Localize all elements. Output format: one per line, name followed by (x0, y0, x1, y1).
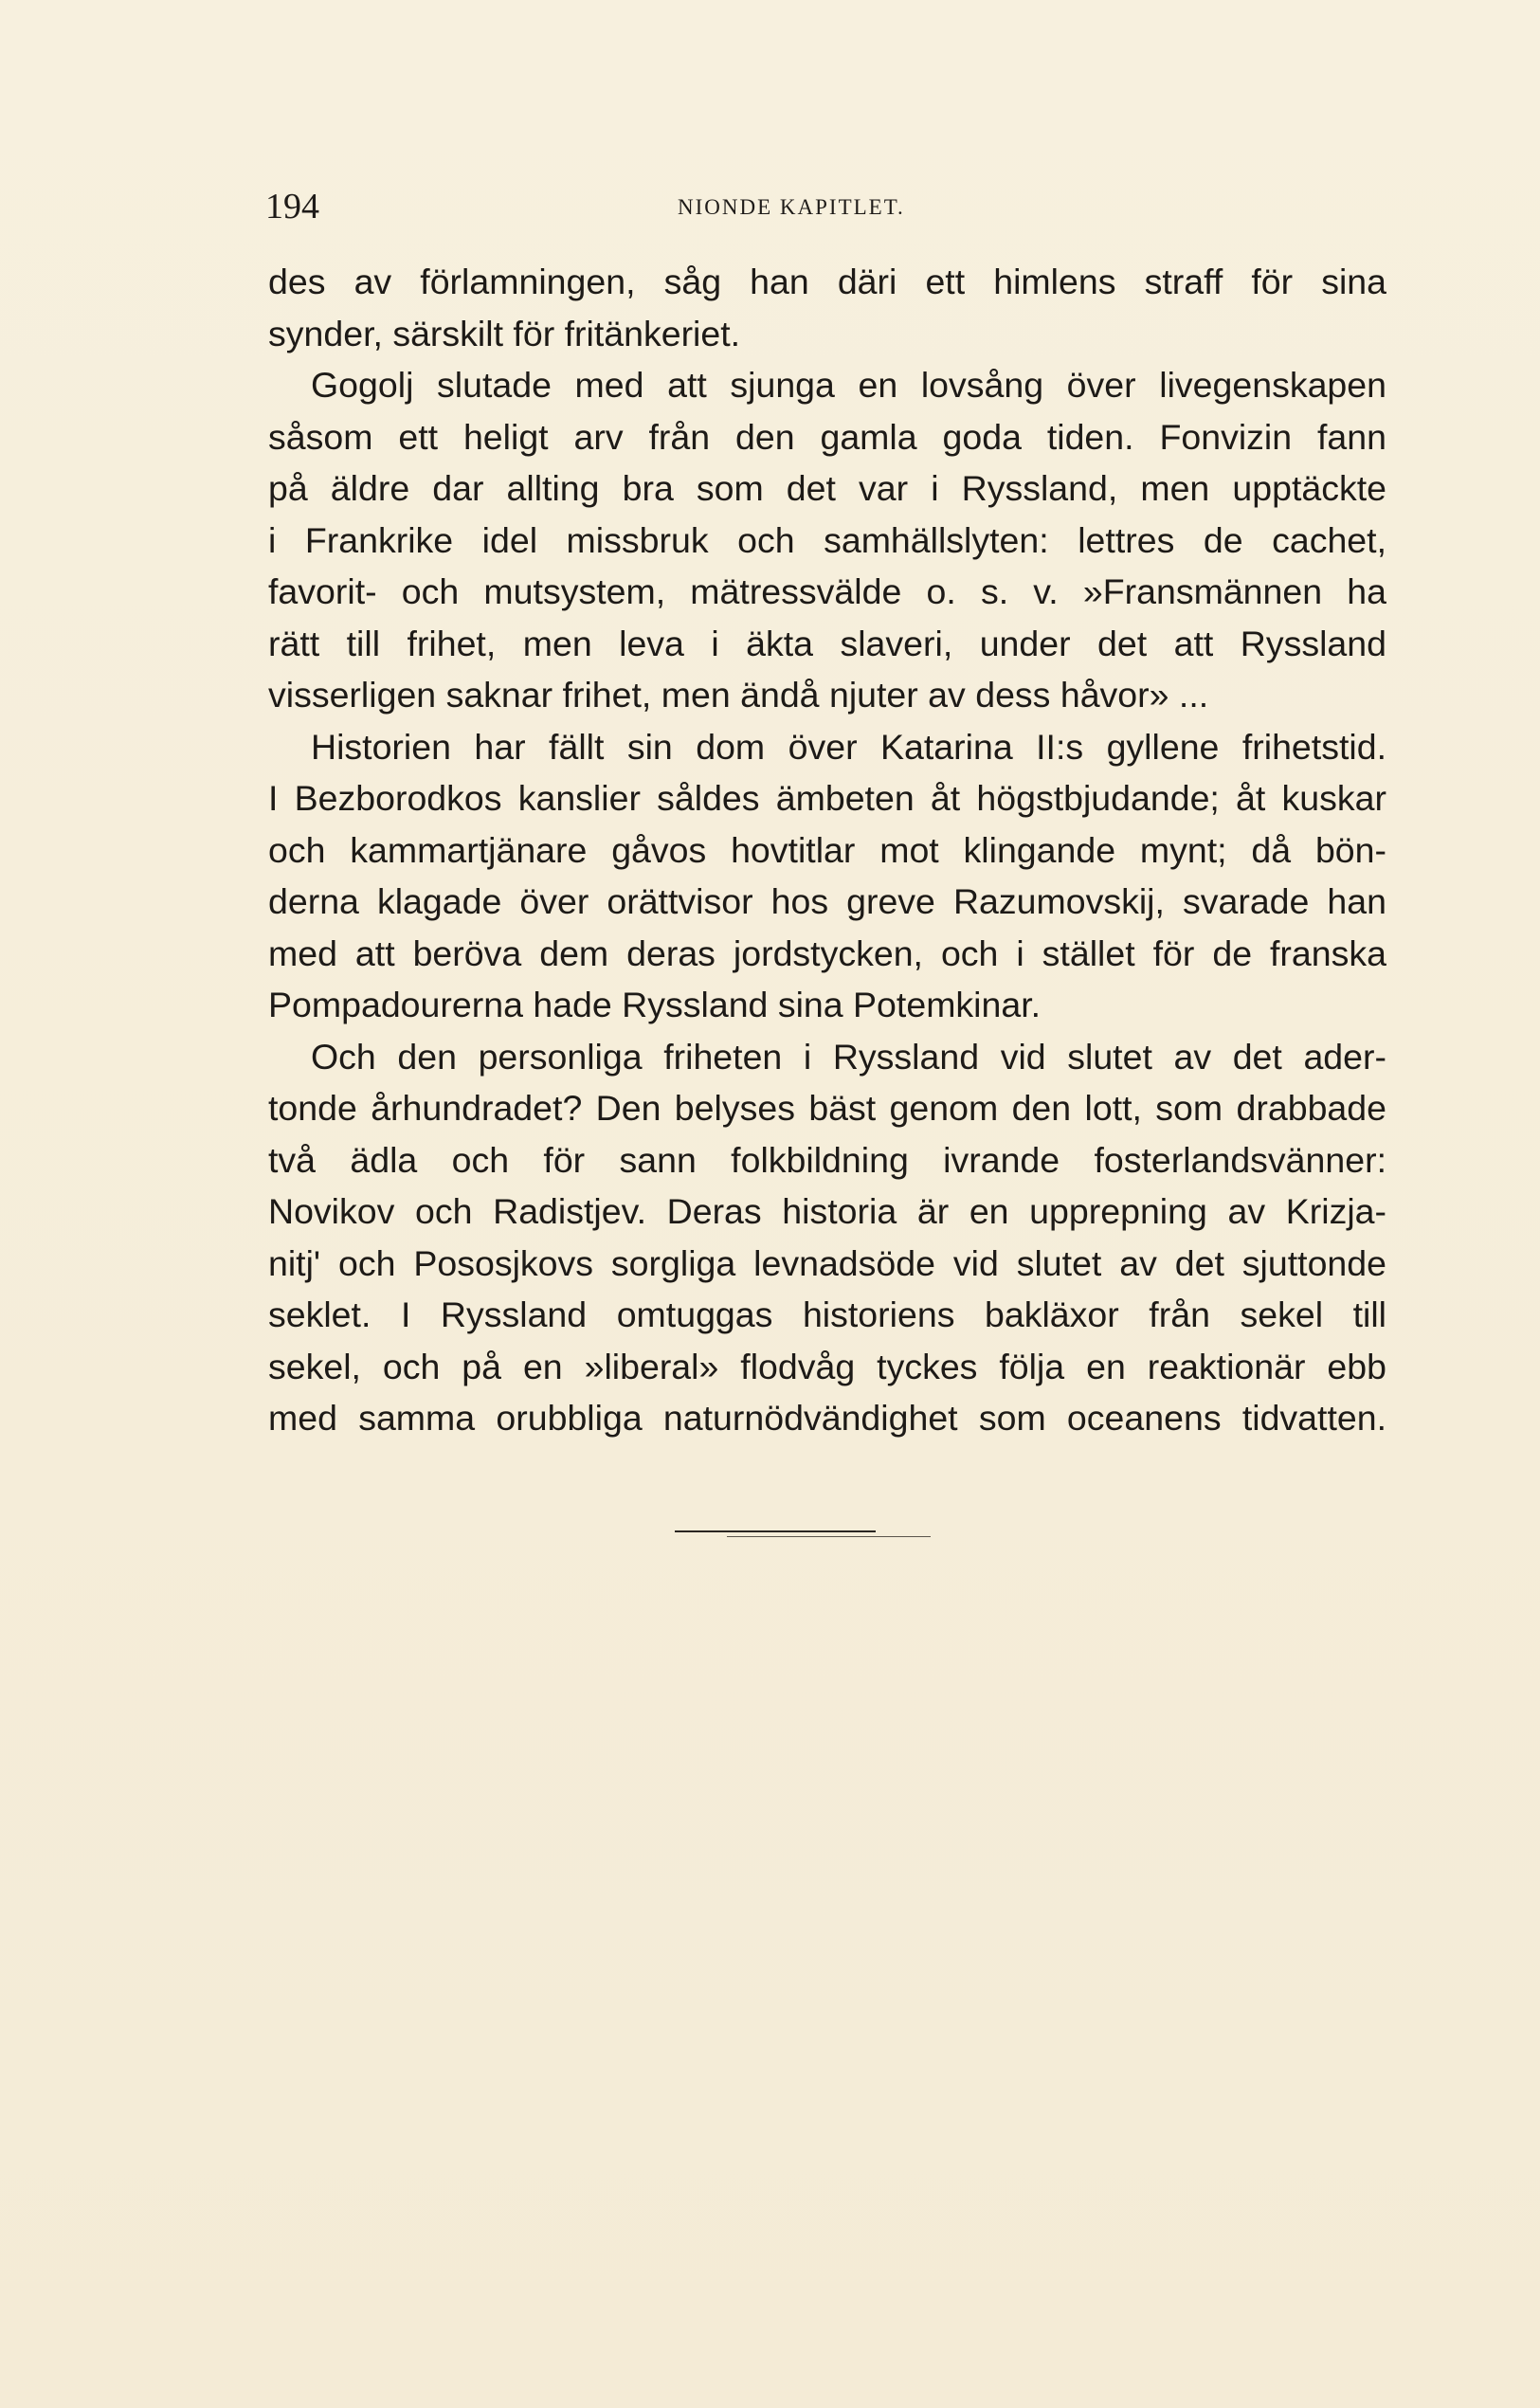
body-text (268, 256, 1386, 1444)
text-line: på äldre dar allting bra som det var i Ryssland, men upptäckte (268, 468, 1386, 508)
text-line: i Frankrike idel missbruk och samhällslyten: lettres de cachet, (268, 519, 1386, 560)
text-line: med samma orubbliga naturnödvändighet som oceanens tidvatten. (268, 1398, 1386, 1438)
text-line: och kammartjänare gåvos hovtitlar mot klingande mynt; då bön- (268, 829, 1386, 870)
text-line: Gogolj slutade med att sjunga en lovsång över livegenskapen (311, 365, 1386, 405)
text-line: två ädla och för sann folkbildning ivrande fosterlandsvänner: (268, 1139, 1386, 1180)
text-line: sekel, och på en »liberal» flodvåg tyckes följa en reaktionär ebb (268, 1346, 1386, 1386)
text-line: rätt till frihet, men leva i äkta slaveri, under det att Ryssland (268, 623, 1386, 663)
page-number: 194 (265, 187, 319, 226)
text-line: med att beröva dem deras jordstycken, och i stället för de franska (268, 932, 1386, 973)
text-line: des av förlamningen, såg han däri ett himlens straff för sina (268, 262, 1386, 301)
text-line: Novikov och Radistjev. Deras historia är en upprepning av Krizja- (268, 1191, 1386, 1231)
text-line: visserligen saknar frihet, men ändå njuter av dess håvor» ... (268, 675, 1209, 715)
running-title: NIONDE KAPITLET. (678, 195, 905, 219)
text-line: seklet. I Ryssland omtuggas historiens bakläxor från sekel till (268, 1295, 1386, 1334)
text-line: favorit- och mutsystem, mätressvälde o. s. v. »Fransmännen ha (268, 571, 1386, 611)
text-line: Pompadourerna hade Ryssland sina Potemkinar. (268, 985, 1042, 1024)
text-line: såsom ett heligt arv från den gamla goda tiden. Fonvizin fann (268, 416, 1386, 457)
text-line: derna klagade över orättvisor hos greve Razumovskij, svarade han (268, 881, 1386, 921)
rule-line-upper (675, 1530, 876, 1532)
rule-line-lower (727, 1536, 931, 1537)
text-line: I Bezborodkos kanslier såldes ämbeten åt högstbjudande; åt kuskar (268, 778, 1386, 818)
page-header (265, 186, 1384, 233)
text-line: Historien har fällt sin dom över Katarina II:s gyllene frihetstid. (311, 726, 1386, 767)
text-line: nitj' och Pososjkovs sorgliga levnadsöde vid slutet av det sjuttonde (268, 1242, 1386, 1283)
text-line: tonde århundradet? Den belyses bäst genom den lott, som drabbade (268, 1088, 1386, 1128)
text-line: synder, särskilt för fritänkeriet. (268, 313, 741, 353)
text-line: Och den personliga friheten i Ryssland vid slutet av det ader- (311, 1036, 1386, 1077)
chapter-end-rule (675, 1530, 931, 1538)
